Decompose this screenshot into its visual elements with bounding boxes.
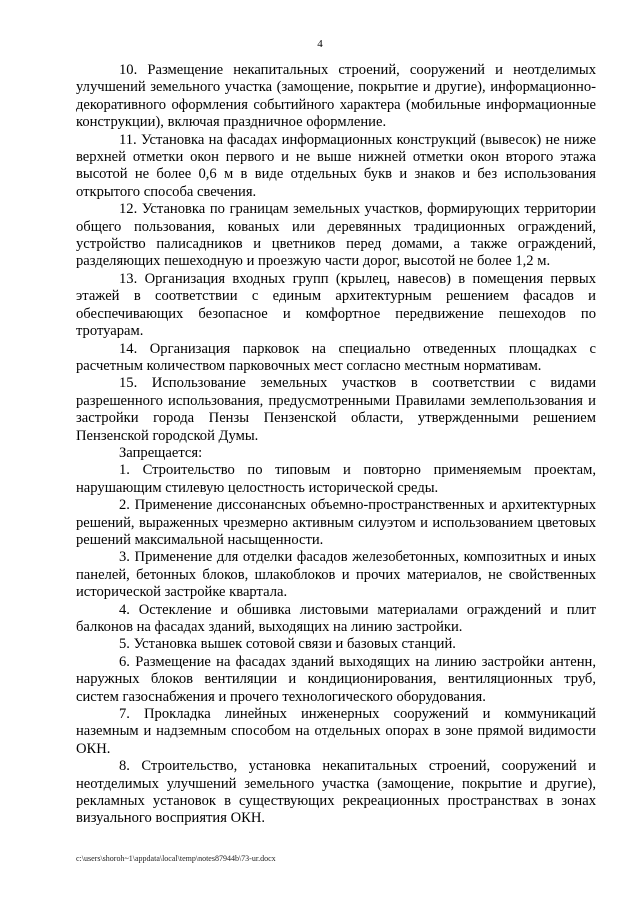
prohibited-item-4: 4. Остекление и обшивка листовыми материалами ограждений и плит балконов на фасадах зданий, выходящих на линию застройки. xyxy=(76,601,596,635)
paragraph-12: 12. Установка по границам земельных участков, формирующих территории общего пользования, кованых или деревянных традиционных ограждений, устройство палисадников и цветников перед домами, а также ограждений, разделяющих пешеходную и проезжую части дорог, высотой не более 1,2 м. xyxy=(76,201,596,270)
prohibited-item-8: 8. Строительство, установка некапитальных строений, сооружений и неотделимых улучшений земельного участка (замощение, покрытие и другие), рекламных установок в существующих рекреационных пространствах в зонах визуального восприятия ОКН. xyxy=(76,758,596,827)
document-body xyxy=(76,62,596,828)
prohibited-item-2: 2. Применение диссонансных объемно-пространственных и архитектурных решений, выраженных чрезмерно активным силуэтом и использованием цветовых решений максимальной насыщенности. xyxy=(76,497,596,548)
paragraph-11: 11. Установка на фасадах информационных конструкций (вывесок) не ниже верхней отметки окон первого и не выше нижней отметки окон второго этажа высотой не более 0,6 м в виде отдельных букв и знаков и без использования открытого способа свечения. xyxy=(76,131,596,200)
prohibited-item-7: 7. Прокладка линейных инженерных сооружений и коммуникаций наземным и надземным способом на отдельных опорах в зоне прямой видимости ОКН. xyxy=(76,706,596,757)
paragraph-15: 15. Использование земельных участков в соответствии с видами разрешенного использования, предусмотренными Правилами землепользования и застройки города Пензы Пензенской области, утвержденными решением Пензенской городской Думы. xyxy=(76,375,596,444)
prohibited-item-1: 1. Строительство по типовым и повторно применяемым проектам, нарушающим стилевую целостность исторической среды. xyxy=(76,462,596,496)
prohibited-heading: Запрещается: xyxy=(119,444,203,461)
prohibited-item-3: 3. Применение для отделки фасадов железобетонных, композитных и иных панелей, бетонных блоков, шлакоблоков и прочих материалов, не свойственных исторической застройке квартала. xyxy=(76,549,596,601)
paragraph-13: 13. Организация входных групп (крылец, навесов) в помещения первых этажей в соответствии с единым архитектурным решением фасадов и обеспечивающих безопасное и комфортное передвижение пешеходов по тротуарам. xyxy=(76,270,596,340)
footer-file-path: c:\users\shoroh~1\appdata\local\temp\notes87944b\73-ur.docx xyxy=(76,854,276,863)
paragraph-14: 14. Организация парковок на специально отведенных площадках с расчетным количеством парковочных мест согласно местным нормативам. xyxy=(76,340,596,374)
paragraph-10: 10. Размещение некапитальных строений, сооружений и неотделимых улучшений земельного участка (замощение, покрытие и другие), информационно-декоративного оформления событийного характера (мобильные информационные конструкции), включая праздничное оформление. xyxy=(76,62,596,131)
prohibited-item-6: 6. Размещение на фасадах зданий выходящих на линию застройки антенн, наружных блоков вентиляции и кондиционирования, вентиляционных труб, систем газоснабжения и прочего технологического оборудования. xyxy=(76,653,596,705)
prohibited-item-5: 5. Установка вышек сотовой связи и базовых станций. xyxy=(119,636,456,653)
page-number: 4 xyxy=(317,38,323,50)
